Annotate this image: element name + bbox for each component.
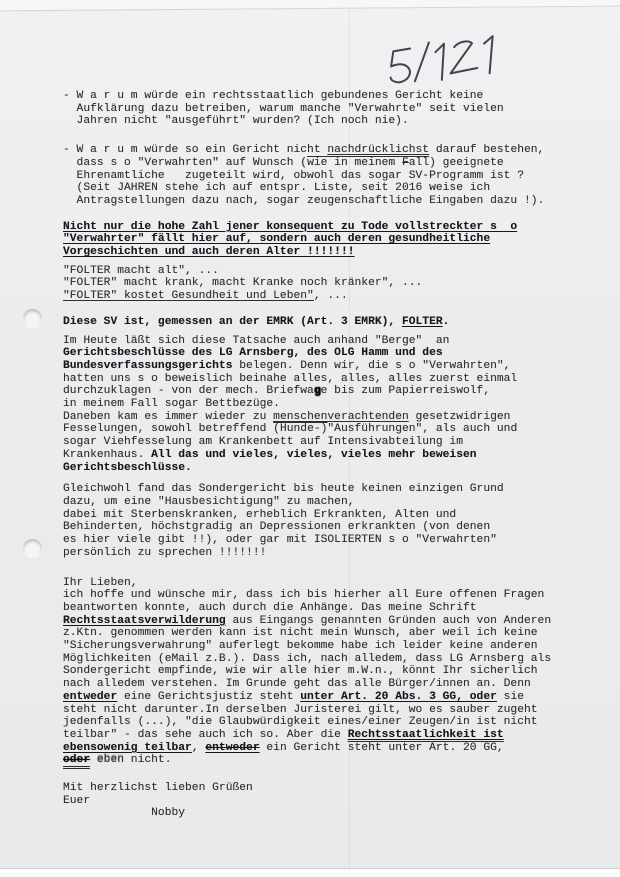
text-line: dazu, um eine "Hausbesichtigung" zu machen,	[63, 495, 355, 508]
text-line: Gleichwohl fand das Sondergericht bis heute keinen einzigen Grund	[63, 483, 504, 496]
text-line: ebensowenig teilbar, entweder ein Gericht steht unter Art. 20 GG,	[63, 741, 504, 754]
text-line: Ihr Lieben,	[63, 576, 138, 589]
paper-bottom-edge	[0, 868, 620, 877]
text-line: Antragstellungen dazu nach, sogar zeugenschaftliche Eingaben dazu !).	[63, 194, 545, 207]
text-line: dabei mit Sterbenskranken, erheblich Erkrankten, Alten und	[63, 508, 457, 521]
text-line: dass s o "Verwahrten" auf Wunsch (wie in meinem $F\overline{all}$) geeignete	[63, 156, 504, 169]
punch-hole	[23, 309, 42, 327]
punch-hole	[23, 539, 42, 557]
text-line: - W a r u m würde ein rechtsstaatlich gebundenes Gericht keine	[63, 90, 484, 102]
text-line: - W a r u m würde so ein Gericht nicht nachdrücklichst darauf bestehen,	[63, 144, 545, 157]
text-line: "FOLTER" macht krank, macht Kranke noch kränker", ...	[63, 277, 423, 290]
handwritten-page-number	[383, 34, 533, 92]
document-text	[63, 90, 583, 820]
text-line: Mit herzlichst lieben Grüßen	[63, 782, 253, 795]
text-line: Sondergericht empfinde, wie wir alle hier m.W.n., könnt Ihr sicherlich	[63, 665, 538, 678]
paragraph	[63, 221, 583, 259]
text-line: jedenfalls (...), "die Glaubwürdigkeit eines/einer Zeugen/in ist nicht	[63, 716, 538, 729]
text-line: entweder eine Gerichtsjustiz steht unter Art. 20 Abs. 3 GG, oder sie	[63, 690, 525, 703]
text-line: "Verwahrter" fällt hier auf, sondern auch deren gesundheitliche	[63, 233, 491, 246]
text-line: Vorgeschichten und auch deren Alter !!!!!!!	[63, 246, 355, 259]
text-line: persönlich zu sprechen !!!!!!!	[63, 546, 267, 559]
text-line: Aufklärung dazu betreiben, warum manche "Verwahrte" seit vielen	[63, 102, 504, 115]
text-line: durchzuklagen - von der mech. Briefwage bis zum Papierreiswolf,	[63, 385, 491, 398]
text-line: Krankenhaus. All das und vieles, vieles, vieles mehr beweisen	[63, 448, 477, 461]
text-line: Ehrenamtliche zugeteilt wird, obwohl das sogar SV-Programm ist ?	[63, 169, 524, 182]
paragraph	[63, 90, 583, 128]
text-line: Gerichtsbeschlüsse des LG Arnsberg, des OLG Hamm und des	[63, 347, 443, 360]
text-line: nach alledem verstehen. Im Grunde geht das alle Bürger/innen an. Denn	[63, 678, 531, 691]
handwriting-strokes	[383, 34, 533, 92]
text-line: Diese SV ist, gemessen an der EMRK (Art. 3 EMRK), FOLTER.	[63, 315, 450, 328]
text-line: Bundesverfassungsgerichts belegen. Denn wir, die s o "Verwahrten",	[63, 359, 511, 372]
text-line: Möglichkeiten (eMail z.B.). Dass ich, nach alledem, dass LG Arnsberg als	[63, 652, 552, 665]
text-line: Jahren nicht "ausgeführt" wurden? (Ich noch nie).	[63, 115, 409, 128]
paragraph	[63, 483, 583, 559]
paper-top-edge	[0, 0, 620, 11]
text-line: z.Ktn. genommen werden kann ist nicht mein Wunsch, aber weil ich keine	[63, 627, 538, 640]
text-line: Nobby	[63, 807, 186, 820]
paragraph	[63, 577, 583, 768]
text-line: Fesselungen, sowohl betreffend (Hunde-)"Ausführungen", als auch und	[63, 423, 518, 436]
text-line: Im Heute läßt sich diese Tatsache auch anhand "Berge" an	[63, 334, 450, 347]
text-line: teilbar" - das sehe auch ich so. Aber die Rechtsstaatlichkeit ist	[63, 728, 504, 741]
text-line: hatten uns s o beweislich beinahe alles, alles, alles zuerst einmal	[63, 372, 518, 385]
text-line: Behinderten, höchstgradig an Depressionen erkrankten (von denen	[63, 521, 491, 534]
text-line: "FOLTER" kostet Gesundheit und Leben", ...	[63, 290, 348, 303]
paragraph	[63, 265, 583, 303]
paragraph	[63, 316, 583, 329]
paragraph	[63, 782, 583, 820]
text-line: es hier viele gibt !!), oder gar mit ISOLIERTEN s o "Verwahrten"	[63, 534, 497, 547]
paragraph	[63, 335, 583, 475]
text-line: Gerichtsbeschlüsse.	[63, 461, 192, 474]
text-line: beantworten konnte, auch durch die Anhänge. Das meine Schrift	[63, 601, 477, 614]
text-line: sogar Viehfesselung am Krankenbett auf Intensivabteilung im	[63, 436, 463, 449]
text-line: Euer	[63, 794, 91, 807]
text-line: Rechtsstaatsverwilderung aus Eingangs genannten Gründen auch von Anderen	[63, 614, 552, 627]
text-line: in meinem Fall sogar Bettbezüge.	[63, 398, 280, 411]
text-line: "FOLTER macht alt", ...	[63, 264, 219, 277]
text-line: (Seit JAHREN stehe ich auf entspr. Liste, seit 2016 weise ich	[63, 182, 491, 195]
text-line: oder eben nicht.	[63, 754, 583, 767]
text-line: steht nicht darunter.In derselben Juristerei gilt, wo es sauber zugeht	[63, 703, 538, 716]
paragraph	[63, 144, 583, 208]
text-line: "Sicherungsverwahrung" auferlegt bekomme habe ich leider keine anderen	[63, 640, 538, 653]
text-line: ich hoffe und wünsche mir, dass ich bis hierher all Eure offenen Fragen	[63, 589, 545, 602]
text-line: Nicht nur die hohe Zahl jener konsequent zu Tode vollstreckter s o	[63, 220, 518, 233]
text-line: Daneben kam es immer wieder zu menschenverachtenden gesetzwidrigen	[63, 410, 511, 423]
